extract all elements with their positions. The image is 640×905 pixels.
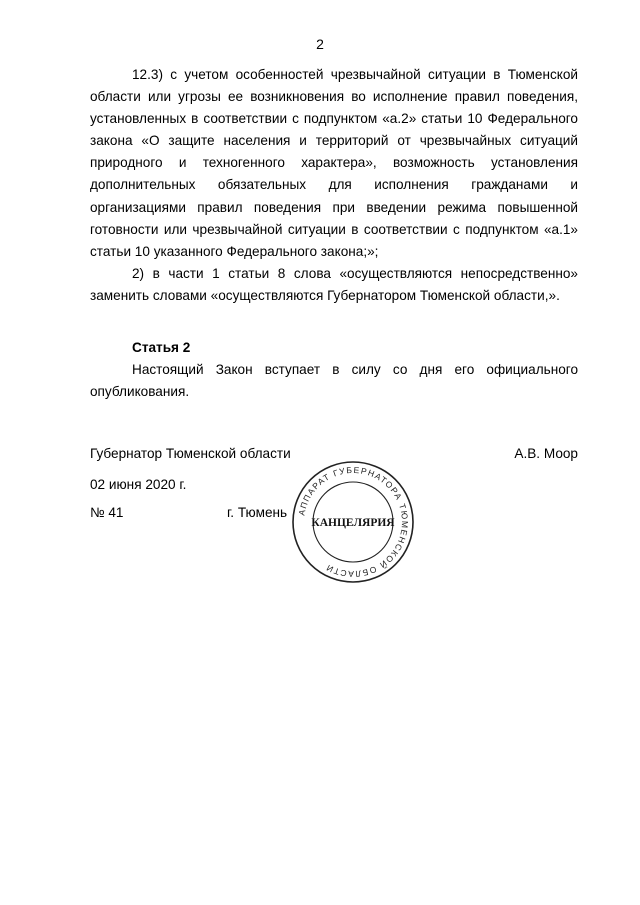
signatory-position: Губернатор Тюменской области bbox=[90, 446, 291, 461]
law-body bbox=[90, 64, 578, 403]
stamp-center-label: КАНЦЕЛЯРИЯ bbox=[311, 517, 395, 529]
law-number: № 41 bbox=[90, 505, 124, 520]
article-2-text: Настоящий Закон вступает в силу со дня его официального опубликования. bbox=[90, 362, 578, 400]
paragraph-2: 2) в части 1 статьи 8 слова «осуществляются непосредственно» заменить словами «осуществляются Губернатором Тюменской области,». bbox=[90, 265, 578, 303]
chancellery-stamp-seal bbox=[290, 459, 416, 585]
paragraph-12-3: 12.3) с учетом особенностей чрезвычайной ситуации в Тюменской области или угрозы ее возникновения во исполнение правил поведения, установленных в соответствии с подпунктом «а.2» статьи 10 Федерального закона «О защите населения и территорий от чрезвычайных ситуаций природного и техногенного характера», возможность установления дополнительных обязательных для исполнения гражданами и организациями правил поведения при введении режима повышенной готовности или чрезвычайной ситуации в соответствии с подпунктом «а.1» статьи 10 указанного Федерального закона;»; bbox=[90, 67, 578, 259]
signatory-name: А.В. Моор bbox=[514, 446, 578, 461]
svg-text:АППАРАТ ГУБЕРНАТОРА ТЮМЕНСКОЙ: АППАРАТ ГУБЕРНАТОРА ТЮМЕНСКОЙ ОБЛАСТИ bbox=[296, 464, 411, 580]
law-date: 02 июня 2020 г. bbox=[90, 477, 187, 492]
law-city: г. Тюмень bbox=[227, 505, 288, 520]
article-2-heading: Статья 2 bbox=[132, 340, 191, 356]
page-number: 2 bbox=[316, 36, 324, 52]
